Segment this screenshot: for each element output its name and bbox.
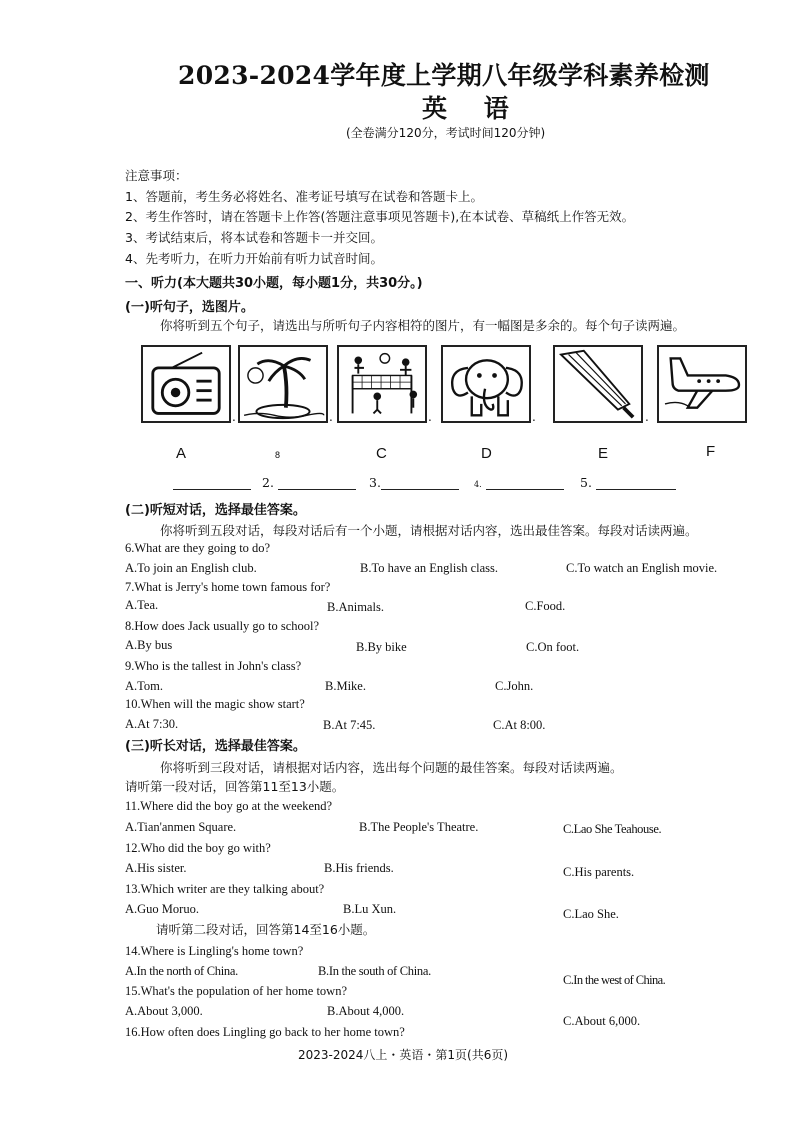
sec3-heading: (三)听长对话，选择最佳答案。 — [125, 739, 306, 754]
q8-option-b[interactable]: B.By bike — [356, 640, 407, 654]
note-item-1: 1、答题前，考生务必将姓名、准考证号填写在试卷和答题卡上。 — [125, 189, 483, 204]
q11-option-b[interactable]: B.The People's Theatre. — [359, 820, 479, 834]
picture-f — [657, 345, 747, 423]
picture-letter-a: A — [176, 445, 187, 462]
q7-option-b[interactable]: B.Animals. — [327, 600, 384, 614]
q10-option-c[interactable]: C.At 8:00. — [493, 718, 546, 732]
dialog1-instruction: 请听第一段对话，回答第11至13小题。 — [125, 779, 345, 794]
question-15: 15.What's the population of her home town? — [125, 984, 347, 998]
q6-option-a[interactable]: A.To join an English club. — [125, 561, 257, 575]
umbrella-icon — [555, 347, 641, 421]
question-7: 7.What is Jerry's home town famous for? — [125, 580, 331, 594]
elephant-icon — [443, 347, 529, 421]
subject-title: 英 语 — [422, 94, 523, 123]
question-11: 11.Where did the boy go at the weekend? — [125, 799, 333, 813]
picture-a — [141, 345, 231, 423]
picture-letter-e: E — [598, 445, 609, 462]
answer-blank-2[interactable]: 2. — [262, 475, 356, 490]
airplane-icon — [659, 347, 745, 421]
part1-heading: 一、听力(本大题共30小题，每小题1分，共30分。) — [125, 276, 423, 291]
note-item-4: 4、先考听力，在听力开始前有听力试音时间。 — [125, 251, 383, 266]
answer-blank-5[interactable]: 5. — [580, 475, 676, 490]
picture-b — [238, 345, 328, 423]
dialog2-instruction: 请听第二段对话，回答第14至16小题。 — [156, 922, 376, 937]
question-10: 10.When will the magic show start? — [125, 697, 305, 711]
radio-icon — [143, 347, 229, 421]
note-item-2: 2、考生作答时，请在答题卡上作答(答题注意事项见答题卡),在本试卷、草稿纸上作答无效。 — [125, 209, 635, 224]
question-8: 8.How does Jack usually go to school? — [125, 619, 320, 633]
q10-option-a[interactable]: A.At 7:30. — [125, 717, 179, 731]
q15-option-a[interactable]: A.About 3,000. — [125, 1004, 203, 1018]
question-14: 14.Where is Lingling's home town? — [125, 944, 304, 958]
question-12: 12.Who did the boy go with? — [125, 841, 271, 855]
q13-option-c[interactable]: C.Lao She. — [563, 907, 619, 921]
q9-option-b[interactable]: B.Mike. — [325, 679, 366, 693]
q13-option-a[interactable]: A.Guo Moruo. — [125, 902, 199, 916]
picture-d — [441, 345, 531, 423]
note-item-3: 3、考试结束后，将本试卷和答题卡一并交回。 — [125, 230, 383, 245]
page-footer: 2023-2024八上・英语・第1页(共6页) — [298, 1048, 509, 1062]
island-palm-icon — [240, 347, 326, 421]
q15-option-b[interactable]: B.About 4,000. — [327, 1004, 405, 1018]
exam-title: 2023-2024学年度上学期八年级学科素养检测 — [178, 61, 710, 90]
q11-option-c[interactable]: C.Lao She Teahouse. — [563, 822, 662, 836]
question-9: 9.Who is the tallest in John's class? — [125, 659, 302, 673]
answer-blank-4[interactable]: 4. — [474, 475, 564, 490]
picture-letter-f: F — [706, 443, 716, 460]
sec3-instruction: 你将听到三段对话，请根据对话内容，选出每个问题的最佳答案。每段对话读两遍。 — [160, 760, 623, 775]
picture-letter-c: C — [376, 445, 387, 462]
picture-e — [553, 345, 643, 423]
sec2-heading: (二)听短对话，选择最佳答案。 — [125, 503, 306, 518]
q12-option-b[interactable]: B.His friends. — [324, 861, 394, 875]
picture-letter-b: 8 — [275, 450, 281, 460]
q9-option-a[interactable]: A.Tom. — [125, 679, 164, 693]
q7-option-a[interactable]: A.Tea. — [125, 598, 159, 612]
q13-option-b[interactable]: B.Lu Xun. — [343, 902, 397, 916]
volleyball-players-icon — [339, 347, 425, 421]
q14-option-c[interactable]: C.In the west of China. — [563, 973, 666, 987]
question-16: 16.How often does Lingling go back to her home town? — [125, 1025, 405, 1039]
answer-blank-1[interactable] — [173, 475, 251, 490]
q7-option-c[interactable]: C.Food. — [525, 599, 566, 613]
q6-option-c[interactable]: C.To watch an English movie. — [566, 561, 718, 575]
q8-option-a[interactable]: A.By bus — [125, 638, 173, 652]
q12-option-a[interactable]: A.His sister. — [125, 861, 187, 875]
picture-c — [337, 345, 427, 423]
q15-option-c[interactable]: C.About 6,000. — [563, 1014, 641, 1028]
q14-option-b[interactable]: B.In the south of China. — [318, 964, 431, 978]
picture-letter-d: D — [481, 445, 492, 462]
notes-heading: 注意事项： — [125, 168, 188, 183]
q8-option-c[interactable]: C.On foot. — [526, 640, 580, 654]
q9-option-c[interactable]: C.John. — [495, 679, 534, 693]
sec1-heading: (一)听句子，选图片。 — [125, 300, 254, 315]
answer-blank-3[interactable]: 3. — [369, 475, 459, 490]
score-note: (全卷满分120分，考试时间120分钟) — [346, 126, 546, 140]
question-6: 6.What are they going to do? — [125, 541, 271, 555]
q10-option-b[interactable]: B.At 7:45. — [323, 718, 376, 732]
sec2-instruction: 你将听到五段对话，每段对话后有一个小题，请根据对话内容，选出最佳答案。每段对话读两遍。 — [160, 523, 698, 538]
q12-option-c[interactable]: C.His parents. — [563, 865, 635, 879]
sec1-instruction: 你将听到五个句子，请选出与所听句子内容相符的图片，有一幅图是多余的。每个句子读两遍。 — [160, 318, 686, 333]
q6-option-b[interactable]: B.To have an English class. — [360, 561, 498, 575]
q11-option-a[interactable]: A.Tian'anmen Square. — [125, 820, 237, 834]
question-13: 13.Which writer are they talking about? — [125, 882, 325, 896]
q14-option-a[interactable]: A.In the north of China. — [125, 964, 238, 978]
